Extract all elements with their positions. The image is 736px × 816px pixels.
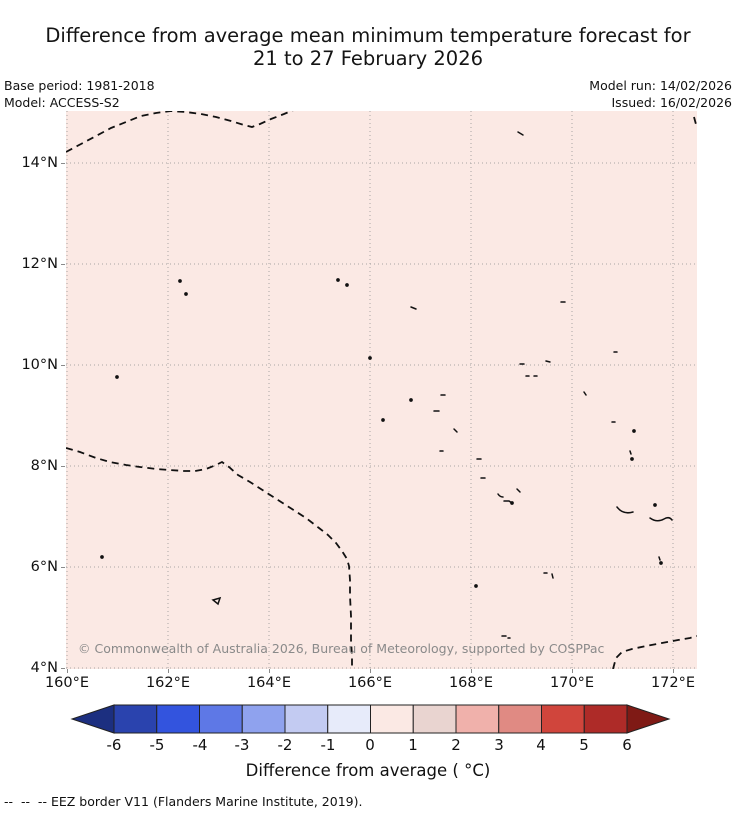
meta-left	[4, 77, 155, 111]
xtick-mark	[168, 669, 169, 673]
xtick-164e: 164°E	[246, 675, 292, 691]
cbtick: 3	[494, 736, 504, 754]
ytick-4n: 4°N	[30, 660, 58, 676]
cbtick: -4	[192, 736, 208, 754]
cbtick: 6	[622, 736, 632, 754]
xtick-mark	[67, 669, 68, 673]
ytick-12n: 12°N	[21, 256, 58, 272]
xtick-mark	[572, 669, 573, 673]
model-run-text: Model run: 14/02/2026	[589, 78, 732, 93]
ytick-mark	[61, 466, 65, 467]
footer-legend	[4, 794, 362, 809]
xtick-mark	[673, 669, 674, 673]
cbtick: -6	[106, 736, 122, 754]
ytick-mark	[61, 163, 65, 164]
cbtick: -1	[320, 736, 336, 754]
cbtick: 4	[536, 736, 546, 754]
ytick-mark	[61, 668, 65, 669]
map-ocean-fill	[66, 111, 697, 669]
colorbar-segments	[72, 705, 669, 733]
ytick-10n: 10°N	[21, 357, 58, 373]
xtick-162e: 162°E	[145, 675, 191, 691]
ytick-mark	[61, 365, 65, 366]
issued-text: Issued: 16/02/2026	[611, 95, 732, 110]
cbtick: 0	[365, 736, 375, 754]
xtick-168e: 168°E	[448, 675, 494, 691]
cbtick: -5	[149, 736, 165, 754]
xtick-172e: 172°E	[650, 675, 696, 691]
meta-right	[589, 77, 732, 111]
cbtick: 5	[579, 736, 589, 754]
xtick-166e: 166°E	[347, 675, 393, 691]
xtick-160e: 160°E	[44, 675, 90, 691]
map-area	[66, 111, 697, 669]
ytick-mark	[61, 567, 65, 568]
colorbar-arrow-left	[72, 705, 114, 733]
copyright-text: © Commonwealth of Australia 2026, Bureau of Meteorology, supported by COSPPac	[78, 641, 605, 656]
ytick-14n: 14°N	[21, 155, 58, 171]
model-text: Model: ACCESS-S2	[4, 95, 120, 110]
cbtick: 1	[408, 736, 418, 754]
cbtick: -3	[234, 736, 250, 754]
base-period-text: Base period: 1981-2018	[4, 78, 155, 93]
eez-legend-dash-sample: -- -- --	[4, 794, 51, 809]
cbtick: -2	[277, 736, 293, 754]
colorbar-label: Difference from average ( °C)	[245, 761, 491, 780]
xtick-mark	[471, 669, 472, 673]
cbtick: 2	[451, 736, 461, 754]
colorbar-canvas	[66, 703, 676, 735]
xtick-mark	[370, 669, 371, 673]
page-title-line1: Difference from average mean minimum temperature forecast for	[45, 24, 691, 47]
ytick-6n: 6°N	[30, 559, 58, 575]
page-title-line2: 21 to 27 February 2026	[252, 47, 484, 70]
ytick-mark	[61, 264, 65, 265]
xtick-170e: 170°E	[549, 675, 595, 691]
page-title	[0, 24, 736, 70]
eez-legend-text: EEZ border V11 (Flanders Marine Institute, 2019).	[50, 794, 363, 809]
colorbar-arrow-right	[627, 705, 669, 733]
map-canvas	[66, 111, 697, 669]
xtick-mark	[269, 669, 270, 673]
colorbar	[66, 703, 676, 735]
ytick-8n: 8°N	[30, 458, 58, 474]
